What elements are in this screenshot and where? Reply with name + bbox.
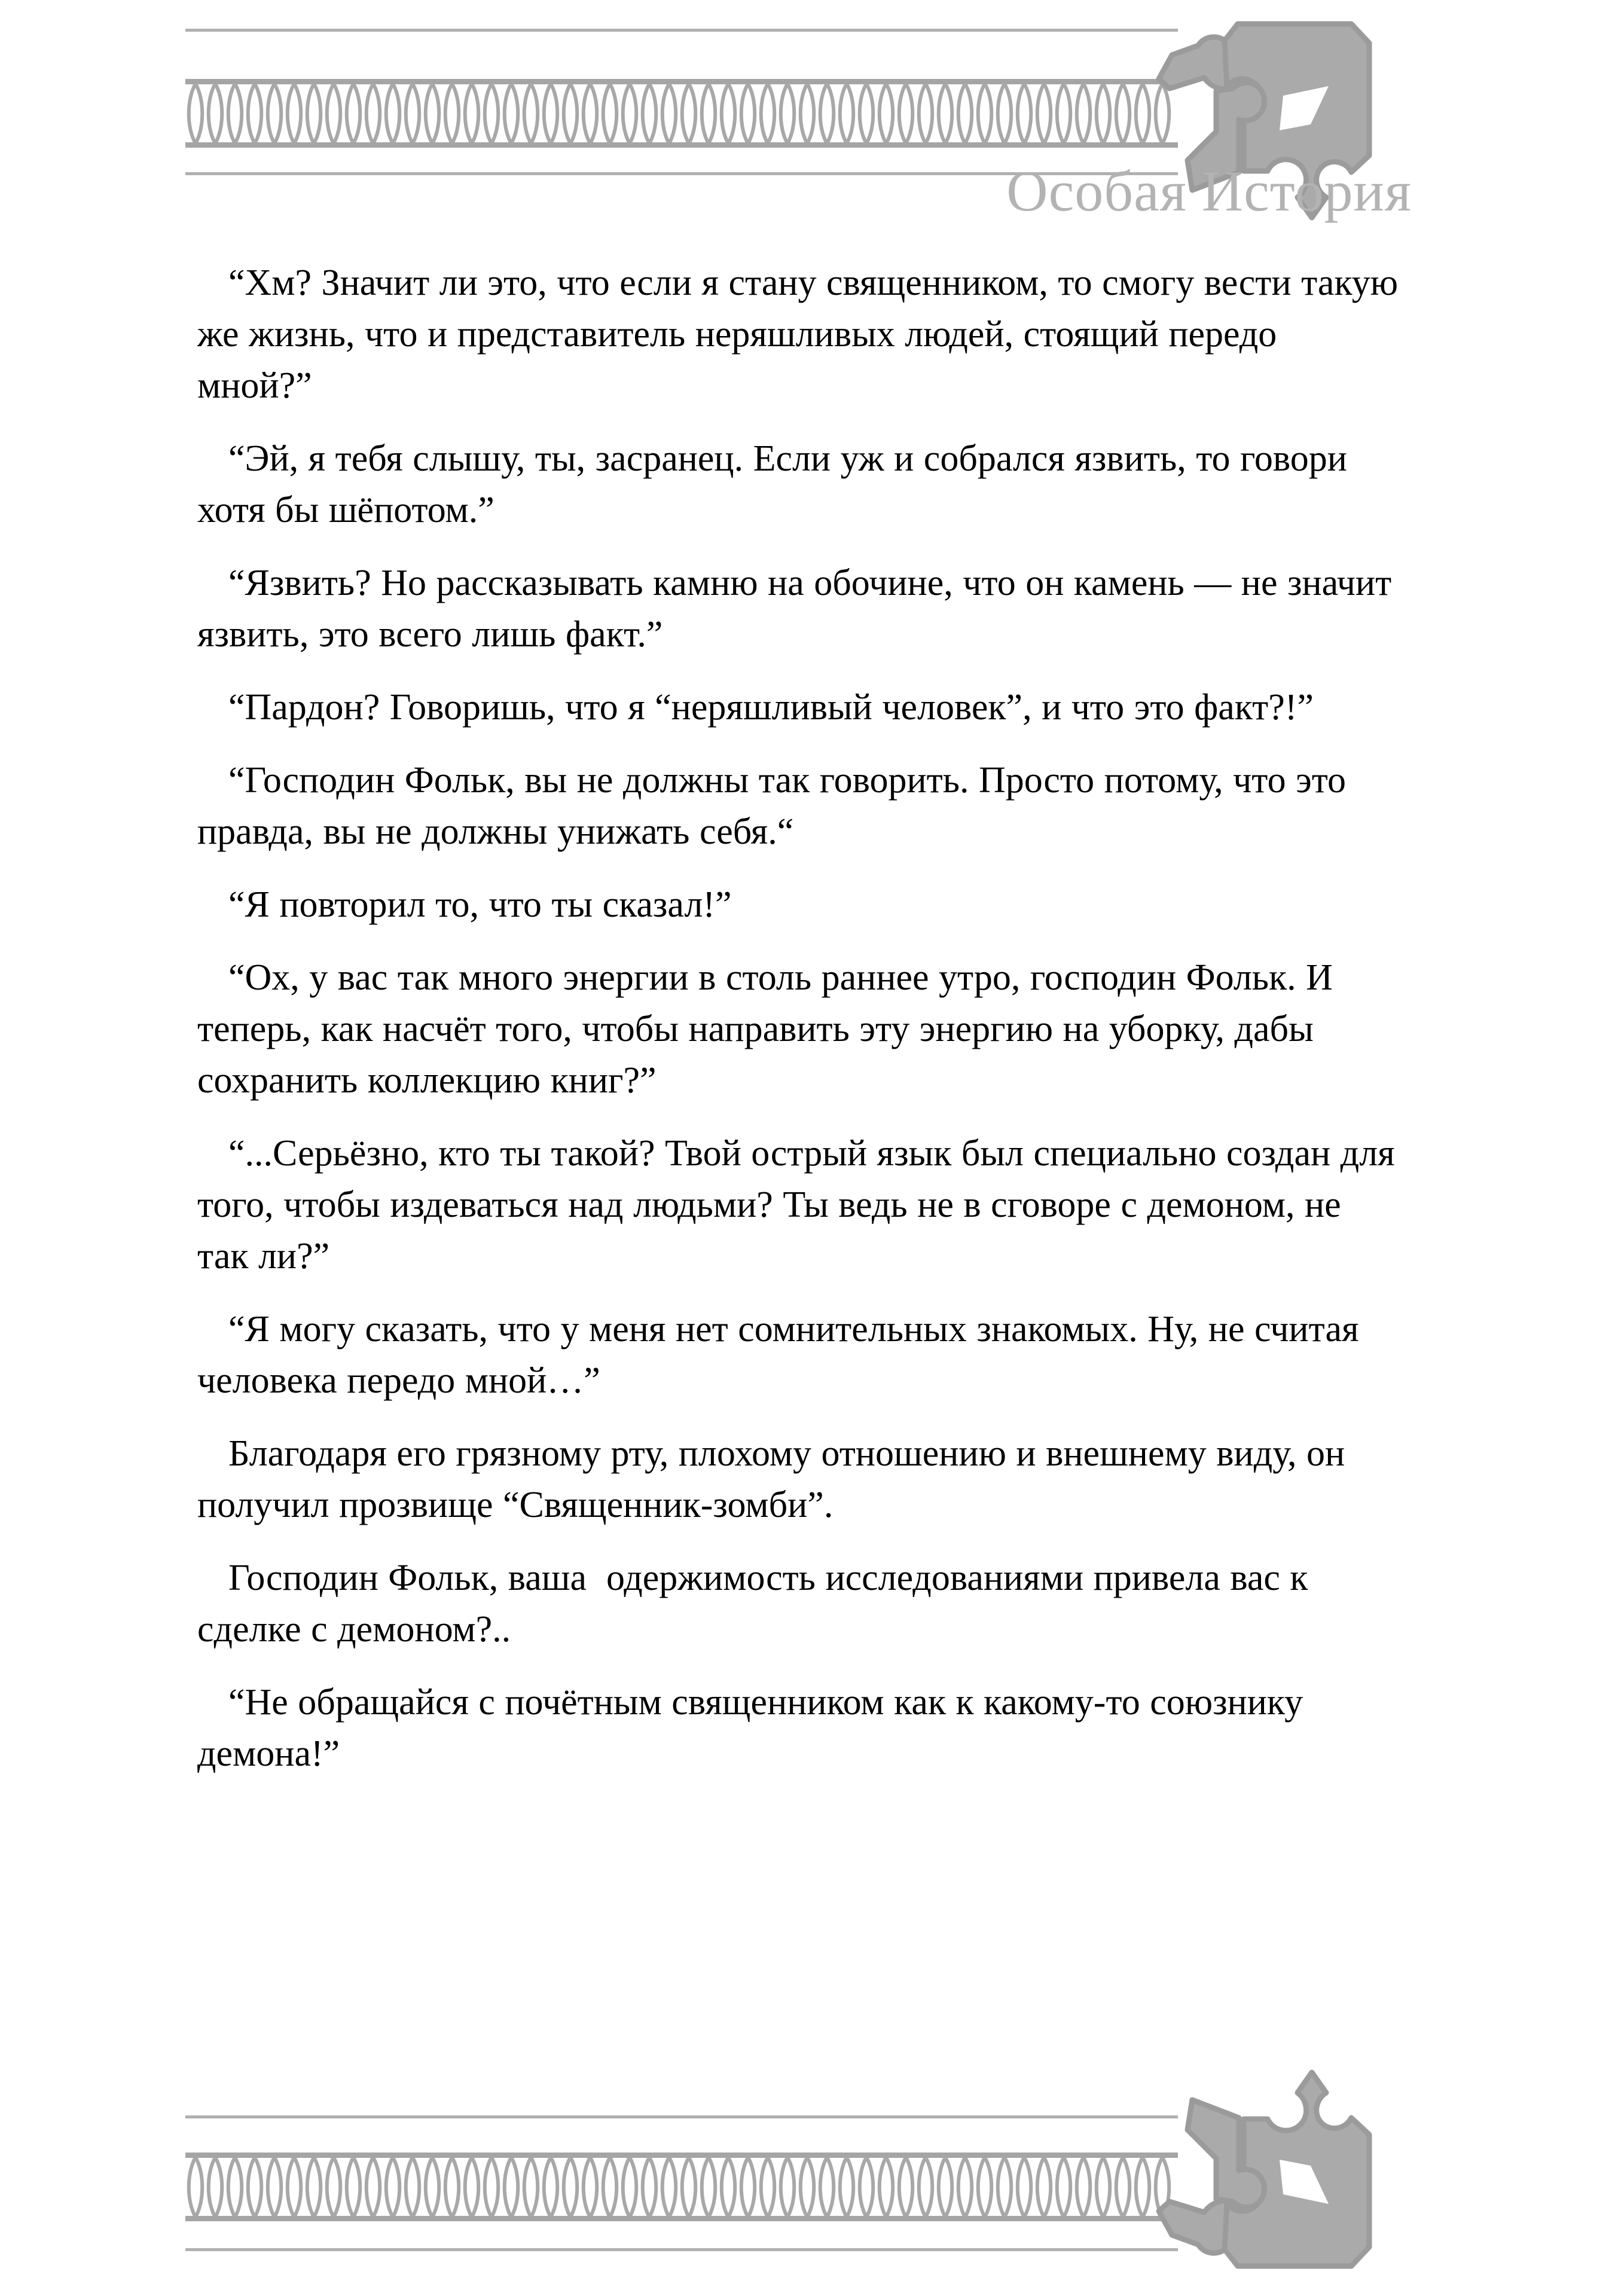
- footer-rule-thin-bottom: [185, 2248, 1178, 2251]
- paragraph: Господин Фольк, ваша одержимость исследованиями привела вас к сделке с демоном?..: [197, 1558, 1318, 1650]
- paragraph: “Хм? Значит ли это, что если я стану священником, то смогу вести такую же жизнь, что и представитель неряшливых людей, стоящий передо мной?”: [197, 262, 1408, 406]
- paragraph: “Пардон? Говоришь, что я “неряшливый человек”, и что это факт?!”: [228, 687, 1314, 728]
- paragraph: “Не обращайся с почётным священником как к какому-то союзнику демона!”: [197, 1682, 1313, 1774]
- footer-rule-thick-bottom: [185, 2216, 1178, 2221]
- footer-lens-band: [185, 2157, 1178, 2217]
- paragraph: “...Серьёзно, кто ты такой? Твой острый язык был специально создан для того, чтобы издеваться над людьми? Ты ведь не в сговоре с демоном, не так ли?”: [197, 1133, 1405, 1277]
- paragraph: Благодаря его грязному рту, плохому отношению и внешнему виду, он получил прозвище “Священник-зомби”.: [197, 1433, 1355, 1525]
- footer-ornament: [0, 2045, 1615, 2296]
- header-rule-thick-bottom: [185, 142, 1178, 148]
- paragraph: “Я повторил то, что ты сказал!”: [228, 884, 732, 925]
- corner-flourish-bottom-right-icon: [1154, 2051, 1405, 2278]
- paragraph: “Господин Фольк, вы не должны так говорить. Просто потому, что это правда, вы не должны унижать себя.“: [197, 760, 1356, 852]
- footer-rule-thin-top: [185, 2115, 1178, 2118]
- paragraph: “Язвить? Но рассказывать камню на обочине, что он камень — не значит язвить, это всего лишь факт.”: [197, 563, 1402, 655]
- page-title: Особая История: [1006, 159, 1412, 223]
- story-body: [197, 257, 1408, 1801]
- paragraph: “Эй, я тебя слышу, ты, засранец. Если уж и собрался язвить, то говори хотя бы шёпотом.”: [197, 438, 1357, 530]
- paragraph: “Ох, у вас так много энергии в столь раннее утро, господин Фольк. И теперь, как насчёт того, чтобы направить эту энергию на уборку, дабы сохранить коллекцию книг?”: [197, 957, 1343, 1101]
- paragraph: “Я могу сказать, что у меня нет сомнительных знакомых. Ну, не считая человека передо мной…”: [197, 1309, 1369, 1401]
- header-rule-thin-top: [185, 29, 1178, 32]
- header-lens-band: [185, 84, 1178, 144]
